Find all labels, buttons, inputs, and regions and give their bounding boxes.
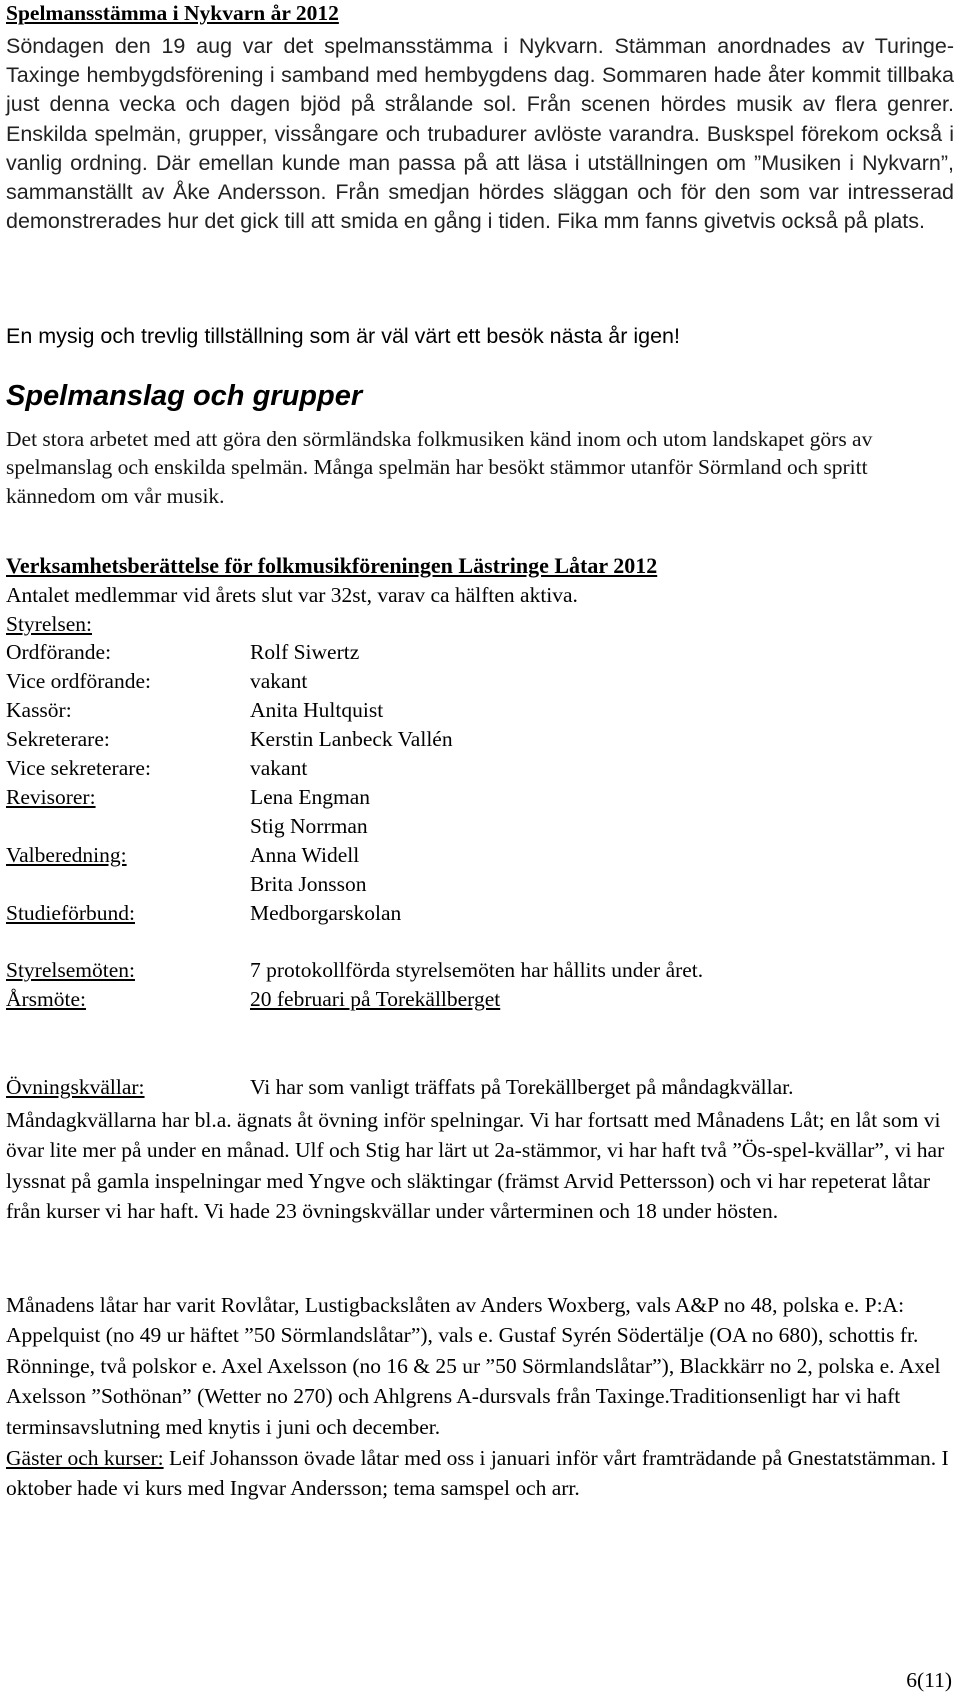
ovningskvallar-label: Övningskvällar: [6, 1075, 145, 1099]
page-number: 6(11) [906, 1668, 952, 1692]
revisor-name: Stig Norrman [250, 814, 368, 838]
section-heading-spelmanslag: Spelmanslag och grupper [6, 380, 363, 412]
role-label: Vice sekreterare: [6, 756, 151, 780]
styrelsemoten-label: Styrelsemöten: [6, 958, 135, 982]
role-value: Anita Hultquist [250, 698, 384, 722]
member-summary: Antalet medlemmar vid årets slut var 32st, varav ca hälften aktiva. [6, 583, 578, 607]
role-label: Kassör: [6, 698, 72, 722]
manadens-latar-paragraph: Månadens låtar har varit Rovlåtar, Lustigbackslåten av Anders Woxberg, vals A&P no 48, polska e. P:A: Appelquist (no 49 ur häftet ”50 Sörmlandslåtar”), vals e. Gustaf Syrén Södertälje (OA no 680), schottis fr. Rönninge, två polskor e. Axel Axelsson (no 16 & 25 ur ”50 Sörmlandslåtar”), Blackkärr no 2, polska e. Axel Axelsson ”Sothönan” (Wetter no 270) och Ahlgrens A-dursvals från Taxinge.Traditionsenligt har vi haft terminsavslutning med knytis i juni och december. [6, 1293, 941, 1439]
valberedning-label: Valberedning: [6, 843, 127, 867]
studieforbund-value: Medborgarskolan [250, 901, 402, 925]
ovningskvallar-body: Måndagkvällarna har bl.a. ägnats åt övning inför spelningar. Vi har fortsatt med Månadens Låt; en låt som vi övar lite mer på under en månad. Ulf och Stig har lärt ut 2a-stämmor, vi har haft två ”Ös-spel-kvällar”, vi har lyssnat på gamla inspelningar med Yngve och släktingar (främst Arvid Pettersson) och vi har repeterat låtar från kurser vi har haft. Vi hade 23 övningskvällar under vårterminen och 18 under hösten. [6, 1108, 945, 1224]
section-title-spelmansstamma: Spelmansstämma i Nykvarn år 2012 [6, 1, 339, 25]
revisorer-label: Revisorer: [6, 785, 96, 809]
role-value: vakant [250, 669, 308, 693]
board-label: Styrelsen: [6, 612, 92, 636]
role-label: Ordförande: [6, 640, 112, 664]
role-value: Kerstin Lanbeck Vallén [250, 727, 453, 751]
ovningskvallar-value: Vi har som vanligt träffats på Torekällberget på måndagkvällar. [250, 1075, 794, 1099]
gaster-label: Gäster och kurser: [6, 1446, 164, 1470]
role-label: Vice ordförande: [6, 669, 151, 693]
revisor-name: Lena Engman [250, 785, 370, 809]
arsmote-label: Årsmöte: [6, 987, 87, 1011]
studieforbund-label: Studieförbund: [6, 901, 135, 925]
valberedning-name: Anna Widell [250, 843, 360, 867]
section-title-verksamhetsberattelse: Verksamhetsberättelse för folkmusikföreningen Lästringe Låtar 2012 [6, 553, 658, 578]
section-body-spelmanslag: Det stora arbetet med att göra den sörmländska folkmusiken känd inom och utom landskapet görs av spelmanslag och enskilda spelmän. Många spelmän har besökt stämmor utanför Sörmland och spritt kännedom om vår musik. [6, 427, 873, 508]
gaster-och-kurser-paragraph [6, 1443, 954, 1504]
closing-line: En mysig och trevlig tillställning som är väl värt ett besök nästa år igen! [6, 324, 680, 348]
role-value: vakant [250, 756, 308, 780]
role-label: Sekreterare: [6, 727, 110, 751]
gaster-body: Leif Johansson övade låtar med oss i januari inför vårt framträdande på Gnestatstämman. I oktober hade vi kurs med Ingvar Andersson; tema samspel och arr. [6, 1446, 949, 1501]
role-value: Rolf Siwertz [250, 640, 360, 664]
arsmote-value: 20 februari på Torekällberget [250, 987, 501, 1011]
styrelsemoten-value: 7 protokollförda styrelsemöten har hållits under året. [250, 958, 704, 982]
valberedning-name: Brita Jonsson [250, 872, 367, 896]
section-body-spelmansstamma: Söndagen den 19 aug var det spelmansstämma i Nykvarn. Stämman anordnades av Turinge-Taxinge hembygdsförening i samband med hembygdens dag. Sommaren hade åter kommit tillbaka just denna vecka och dagen bjöd på strålande sol. Från scenen hördes musik av flera genrer. Enskilda spelmän, grupper, vissångare och trubadurer avlöste varandra. Buskspel förekom också i vanlig ordning. Där emellan kunde man passa på att läsa i utställningen om ”Musiken i Nykvarn”, sammanställt av Åke Andersson. Från smedjan hördes släggan och för den som var intresserad demonstrerades hur det gick till att smida en gång i tiden. Fika mm fanns givetvis också på plats. [6, 34, 954, 234]
